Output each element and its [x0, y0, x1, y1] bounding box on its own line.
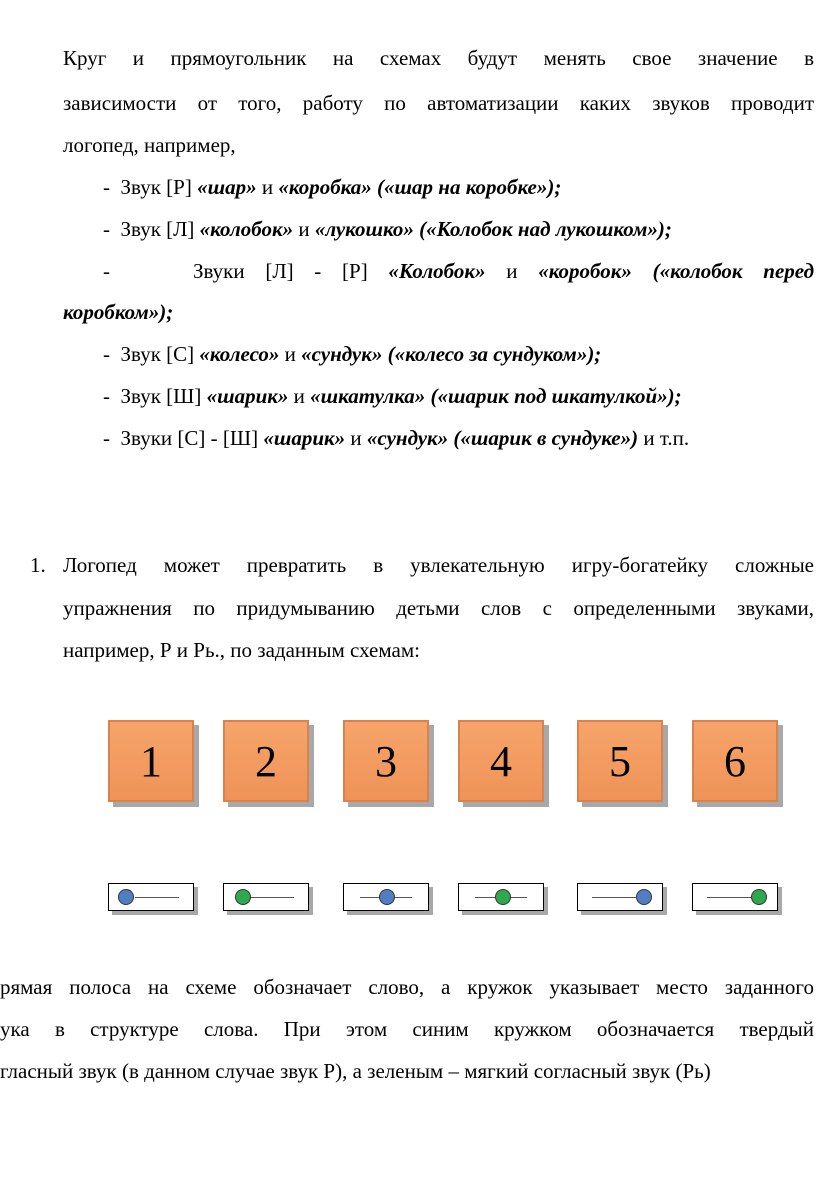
hard-sound-dot-icon [379, 889, 395, 905]
intro-line-2: зависимости от того, работу по автоматизации каких звуков проводит [63, 91, 814, 115]
word-scheme-1 [108, 883, 194, 911]
example-5: - Звук [Ш] «шарик» и «шкатулка» («шарик под шкатулкой»); [103, 384, 682, 408]
number-card-1: 1 [108, 720, 194, 802]
word-scheme-5 [577, 883, 663, 911]
number-card-5: 5 [577, 720, 663, 802]
outro-line-3: гласный звук (в данном случае звук Р), а зеленым – мягкий согласный звук (Рь) [0, 1059, 711, 1083]
word-scheme-2 [223, 883, 309, 911]
intro-line-1: Круг и прямоугольник на схемах будут менять свое значение в [63, 46, 814, 70]
soft-sound-dot-icon [235, 889, 251, 905]
word-bar [707, 897, 751, 898]
example-4: - Звук [С] «колесо» и «сундук» («колесо за сундуком»); [103, 342, 602, 366]
number-card-4: 4 [458, 720, 544, 802]
list-line-2: упражнения по придумыванию детьми слов с определенными звуками, [63, 596, 814, 620]
number-card-2: 2 [223, 720, 309, 802]
word-bar [592, 897, 636, 898]
word-scheme-3 [343, 883, 429, 911]
example-3: - Звуки [Л] - [Р] «Колобок» и «коробок» («колобок перед [103, 259, 815, 283]
outro-line-2: ука в структуре слова. При этом синим кружком обозначается твердый [0, 1017, 814, 1041]
list-number: 1. [30, 553, 46, 577]
outro-line-1: рямая полоса на схеме обозначает слово, а кружок указывает место заданного [0, 975, 814, 999]
number-card-6: 6 [692, 720, 778, 802]
word-bar [135, 897, 179, 898]
hard-sound-dot-icon [636, 889, 652, 905]
word-scheme-4 [458, 883, 544, 911]
hard-sound-dot-icon [118, 889, 134, 905]
intro-line-3: логопед, например, [63, 133, 236, 157]
example-6: - Звуки [С] - [Ш] «шарик» и «сундук» («шарик в сундуке») и т.п. [103, 426, 690, 450]
list-line-1: Логопед может превратить в увлекательную игру-богатейку сложные [63, 553, 814, 577]
example-2: - Звук [Л] «колобок» и «лукошко» («Колобок над лукошком»); [103, 217, 672, 241]
example-1: - Звук [Р] «шар» и «коробка» («шар на коробке»); [103, 175, 562, 199]
word-bar [250, 897, 294, 898]
soft-sound-dot-icon [751, 889, 767, 905]
number-card-3: 3 [343, 720, 429, 802]
soft-sound-dot-icon [495, 889, 511, 905]
example-3-continuation: коробком»); [63, 300, 174, 324]
list-line-3: например, Р и Рь., по заданным схемам: [63, 638, 420, 662]
word-scheme-6 [692, 883, 778, 911]
